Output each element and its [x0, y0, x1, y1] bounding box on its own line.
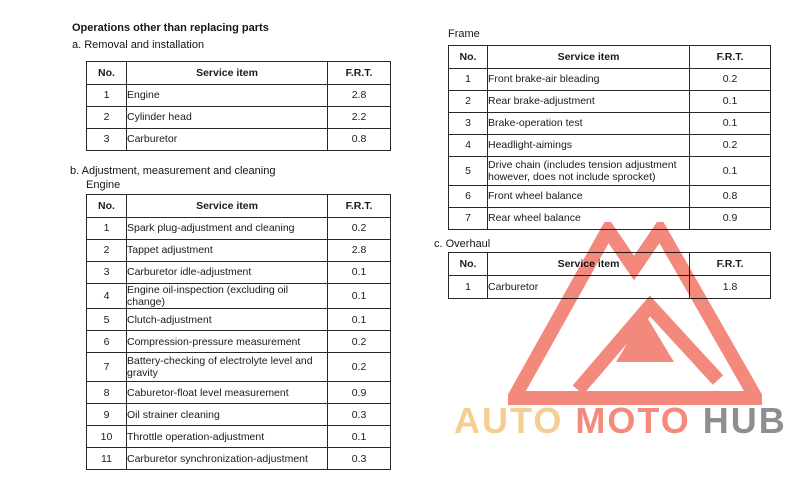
row-number-cell: 3 — [449, 113, 488, 135]
service-item-cell: Cylinder head — [127, 107, 328, 129]
section-b-subheading: Engine — [86, 179, 121, 191]
frt-value-cell: 0.2 — [690, 69, 771, 91]
row-number-cell: 1 — [87, 218, 127, 240]
row-number-cell: 4 — [449, 135, 488, 157]
service-item-cell: Brake-operation test — [488, 113, 690, 135]
svg-text:AUTO MOTO HUB — [454, 400, 787, 441]
page-title: Operations other than replacing parts — [72, 22, 269, 34]
row-number-cell: 2 — [87, 240, 127, 262]
column-header-frt: F.R.T. — [690, 46, 771, 69]
row-number-cell: 5 — [449, 157, 488, 186]
frt-value-cell: 0.8 — [328, 129, 391, 151]
frt-value-cell: 0.1 — [328, 262, 391, 284]
column-header-service-item: Service item — [488, 253, 690, 276]
automotohub-triangle-logo-icon — [508, 222, 762, 407]
service-item-cell: Front wheel balance — [488, 186, 690, 208]
service-item-cell: Clutch-adjustment — [127, 309, 328, 331]
row-number-cell: 6 — [449, 186, 488, 208]
row-number-cell: 10 — [87, 426, 127, 448]
column-header-service-item: Service item — [127, 195, 328, 218]
service-item-cell: Carburetor — [488, 276, 690, 299]
row-number-cell: 11 — [87, 448, 127, 470]
row-number-cell: 9 — [87, 404, 127, 426]
column-header-frt: F.R.T. — [328, 195, 391, 218]
frt-value-cell: 0.9 — [690, 208, 771, 230]
row-number-cell: 7 — [449, 208, 488, 230]
service-item-cell: Oil strainer cleaning — [127, 404, 328, 426]
service-item-cell: Engine — [127, 85, 328, 107]
frt-value-cell: 0.3 — [328, 448, 391, 470]
service-item-cell: Headlight-aimings — [488, 135, 690, 157]
service-item-cell: Tappet adjustment — [127, 240, 328, 262]
row-number-cell: 5 — [87, 309, 127, 331]
frt-value-cell: 0.1 — [328, 426, 391, 448]
frt-value-cell: 0.8 — [690, 186, 771, 208]
frt-value-cell: 0.1 — [328, 284, 391, 309]
row-number-cell: 1 — [87, 85, 127, 107]
service-item-cell: Carburetor — [127, 129, 328, 151]
row-number-cell: 1 — [449, 69, 488, 91]
service-item-cell: Battery-checking of electrolyte level and gravity — [127, 353, 328, 382]
column-header-no: No. — [449, 253, 488, 276]
section-c-heading: c. Overhaul — [434, 238, 491, 250]
row-number-cell: 1 — [449, 276, 488, 299]
row-number-cell: 8 — [87, 382, 127, 404]
frt-value-cell: 0.1 — [690, 91, 771, 113]
service-item-cell: Engine oil-inspection (excluding oil change) — [127, 284, 328, 309]
row-number-cell: 7 — [87, 353, 127, 382]
frt-value-cell: 0.1 — [690, 113, 771, 135]
row-number-cell: 4 — [87, 284, 127, 309]
row-number-cell: 2 — [87, 107, 127, 129]
service-item-cell: Carburetor synchronization-adjustment — [127, 448, 328, 470]
frame-heading: Frame — [448, 28, 480, 40]
frt-value-cell: 0.2 — [328, 218, 391, 240]
frt-value-cell: 0.2 — [328, 331, 391, 353]
service-item-cell: Carburetor idle-adjustment — [127, 262, 328, 284]
frt-value-cell: 0.2 — [690, 135, 771, 157]
section-b-heading: b. Adjustment, measurement and cleaning — [70, 165, 276, 177]
row-number-cell: 6 — [87, 331, 127, 353]
frt-value-cell: 2.2 — [328, 107, 391, 129]
frt-value-cell: 0.9 — [328, 382, 391, 404]
service-item-cell: Throttle operation-adjustment — [127, 426, 328, 448]
wordmark-hub: HUB — [702, 400, 787, 441]
wordmark-moto: MOTO — [575, 400, 691, 441]
service-item-cell: Rear wheel balance — [488, 208, 690, 230]
column-header-no: No. — [449, 46, 488, 69]
frt-value-cell: 0.1 — [690, 157, 771, 186]
frt-value-cell: 2.8 — [328, 240, 391, 262]
service-item-cell: Spark plug-adjustment and cleaning — [127, 218, 328, 240]
column-header-no: No. — [87, 195, 127, 218]
automotohub-wordmark — [452, 399, 800, 443]
wordmark-auto: AUTO — [454, 400, 564, 441]
service-item-cell: Drive chain (includes tension adjustment however, does not include sprocket) — [488, 157, 690, 186]
section-a-heading: a. Removal and installation — [72, 39, 205, 51]
service-item-cell: Front brake-air bleading — [488, 69, 690, 91]
frt-value-cell: 0.3 — [328, 404, 391, 426]
column-header-frt: F.R.T. — [328, 62, 391, 85]
frt-value-cell: 2.8 — [328, 85, 391, 107]
row-number-cell: 2 — [449, 91, 488, 113]
frt-value-cell: 0.2 — [328, 353, 391, 382]
service-item-cell: Compression-pressure measurement — [127, 331, 328, 353]
row-number-cell: 3 — [87, 262, 127, 284]
service-item-cell: Caburetor-float level measurement — [127, 382, 328, 404]
row-number-cell: 3 — [87, 129, 127, 151]
column-header-service-item: Service item — [488, 46, 690, 69]
service-item-cell: Rear brake-adjustment — [488, 91, 690, 113]
frt-value-cell: 1.8 — [690, 276, 771, 299]
column-header-frt: F.R.T. — [690, 253, 771, 276]
column-header-service-item: Service item — [127, 62, 328, 85]
column-header-no: No. — [87, 62, 127, 85]
frt-value-cell: 0.1 — [328, 309, 391, 331]
